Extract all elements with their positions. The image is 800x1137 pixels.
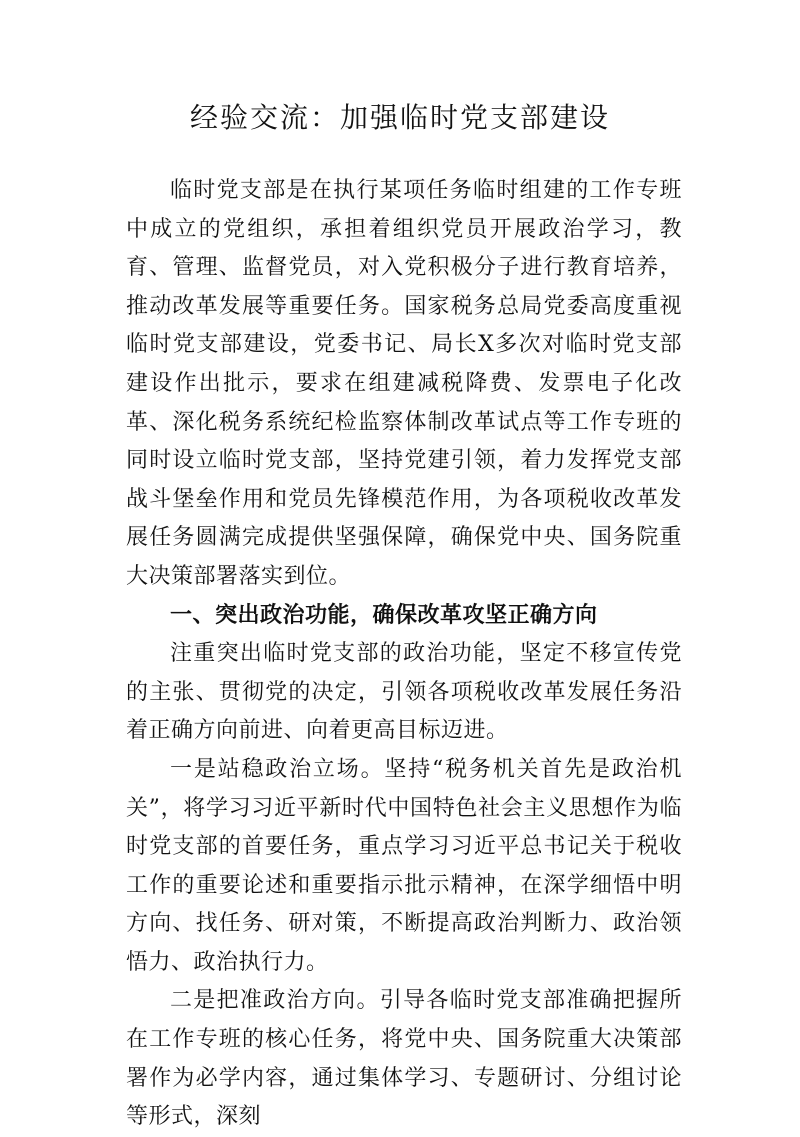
section-heading: 一、突出政治功能，确保改革攻坚正确方向 (170, 602, 598, 628)
paragraph-point-one: 一是站稳政治立场。坚持“税务机关首先是政治机关”，将学习习近平新时代中国特色社会主义思想作为临时党支部的首要任务，重点学习习近平总书记关于税收工作的重要论述和重要指示批示精神，在深学细悟中明方向、找任务、研对策，不断提高政治判断力、政治领悟力、政治执行力。 (126, 756, 682, 975)
paragraph-section-intro: 注重突出临时党支部的政治功能，坚定不移宣传党的主张、贯彻党的决定，引领各项税收改革发展任务沿着正确方向前进、向着更高目标迈进。 (126, 641, 682, 744)
paragraph-point-two: 二是把准政治方向。引导各临时党支部准确把握所在工作专班的核心任务，将党中央、国务院重大决策部署作为必学内容，通过集体学习、专题研讨、分组讨论等形式，深刻 (126, 988, 682, 1130)
document-title: 经验交流：加强临时党支部建设 (189, 101, 610, 134)
document-body (126, 172, 682, 1137)
paragraph-intro: 临时党支部是在执行某项任务临时组建的工作专班中成立的党组织，承担着组织党员开展政治学习，教育、管理、监督党员，对入党积极分子进行教育培养，推动改革发展等重要任务。国家税务总局党委高度重视临时党支部建设，党委书记、局长X多次对临时党支部建设作出批示，要求在组建减税降费、发票电子化改革、深化税务系统纪检监察体制改革试点等工作专班的同时设立临时党支部，坚持党建引领，着力发挥党支部战斗堡垒作用和党员先锋模范作用，为各项税收改革发展任务圆满完成提供坚强保障，确保党中央、国务院重大决策部署落实到位。 (126, 178, 682, 589)
